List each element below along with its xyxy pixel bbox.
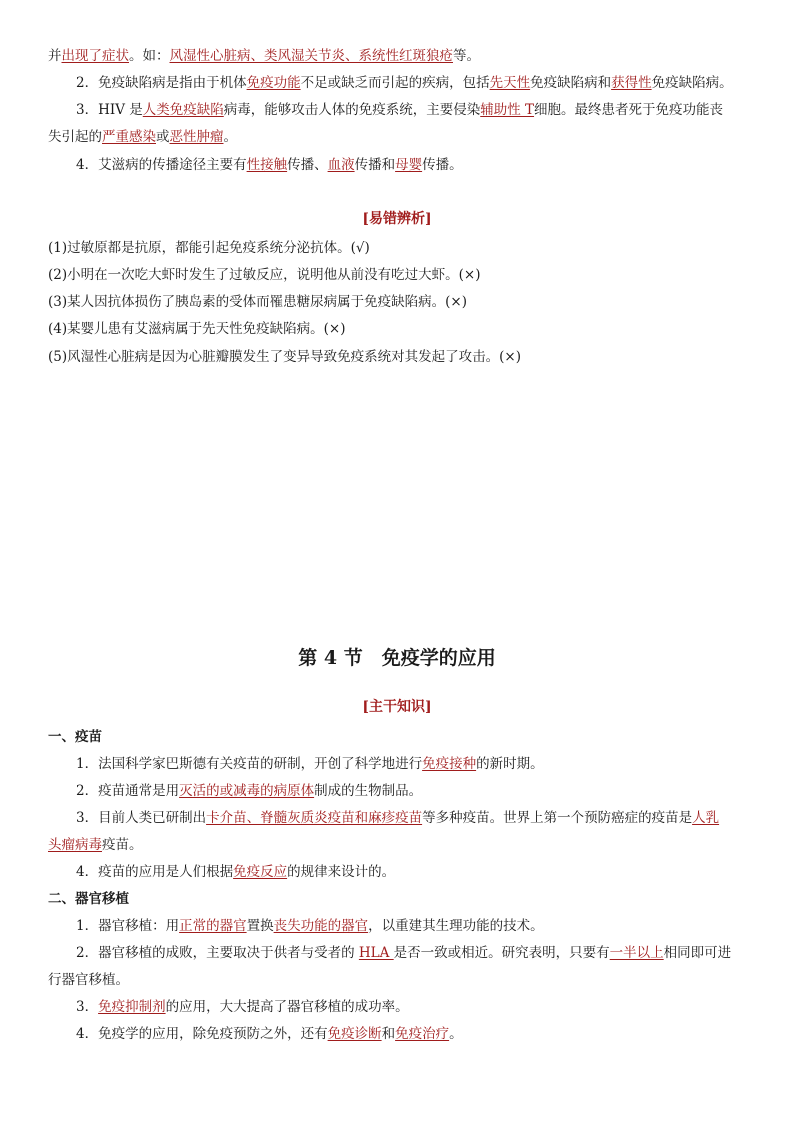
text: 1．法国科学家巴斯德有关疫苗的研制，开创了科学地进行 [76, 756, 423, 772]
answer-text: 免疫接种 [422, 756, 477, 772]
answer-text: 人类免疫缺陷 [142, 102, 224, 118]
text: 2．器官移植的成败，主要取决于供者与受者的 [76, 945, 359, 961]
text: 3．HIV 是 [76, 102, 143, 118]
answer-text: 一半以上 [609, 945, 664, 961]
text: 等多种疫苗。世界上第一个预防癌症的疫苗是 [422, 810, 693, 826]
text: 置换 [246, 918, 274, 934]
text: 的规律来设计的。 [287, 864, 396, 880]
subheading-transplant: 二、器官移植 [48, 891, 129, 907]
text-line [48, 127, 748, 147]
answer-text: 获得性 [611, 75, 652, 91]
text-line [76, 997, 776, 1017]
text: 是否一致或相近。研究表明，只要有 [393, 945, 610, 961]
text-line [76, 862, 776, 882]
text-line: 行器官移植。 [48, 972, 129, 988]
answer-text: 辅助性 T [480, 102, 535, 118]
mistake-item: (1)过敏原都是抗原，都能引起免疫系统分泌抗体。(√) [48, 240, 370, 256]
subheading-vaccine: 一、疫苗 [48, 729, 102, 745]
text: 2．免疫缺陷病是指由于机体 [76, 75, 247, 91]
text: 传播。 [422, 157, 463, 173]
text-line [76, 781, 776, 801]
knowledge-heading: [主干知识] [362, 699, 432, 715]
mistakes-heading: [易错辨析] [362, 211, 432, 227]
text-line [76, 155, 776, 175]
text-line [76, 100, 776, 120]
text: 。如： [129, 48, 170, 64]
text: 和 [381, 1026, 396, 1042]
text-line [76, 943, 776, 963]
answer-text: 免疫抑制剂 [98, 999, 166, 1015]
text: 失引起的 [48, 129, 102, 145]
answer-text: 人乳 [692, 810, 720, 826]
text: 4．疫苗的应用是人们根据 [76, 864, 234, 880]
mistake-item: (5)风湿性心脏病是因为心脏瓣膜发生了变异导致免疫系统对其发起了攻击。(×) [48, 349, 521, 365]
text: 不足或缺乏而引起的疾病，包括 [300, 75, 490, 91]
answer-text: HLA [358, 945, 394, 961]
text: 。 [223, 129, 237, 145]
answer-text: 性接触 [246, 157, 288, 173]
text: 并 [48, 48, 62, 64]
mistake-item: (3)某人因抗体损伤了胰岛素的受体而罹患糖尿病属于免疫缺陷病。(×) [48, 294, 467, 310]
text-line [76, 916, 776, 936]
text-line [48, 835, 748, 855]
text: 传播和 [354, 157, 396, 173]
text-line [48, 46, 748, 66]
answer-text: 正常的器官 [179, 918, 247, 934]
answer-text: 血液 [327, 157, 355, 173]
mistake-item: (4)某婴儿患有艾滋病属于先天性免疫缺陷病。(×) [48, 321, 346, 337]
text: 2．疫苗通常是用 [76, 783, 180, 799]
answer-text: 母婴 [395, 157, 423, 173]
answer-text: 先天性 [489, 75, 531, 91]
answer-text: 免疫诊断 [327, 1026, 382, 1042]
answer-text: 出现了症状 [61, 48, 129, 64]
text-line [76, 73, 776, 93]
text: 3．目前人类已研制出 [76, 810, 207, 826]
answer-text: 免疫反应 [233, 864, 288, 880]
text: 等。 [453, 48, 480, 64]
text: 3． [76, 999, 99, 1015]
text: ，以重建其生理功能的技术。 [368, 918, 544, 934]
text: 传播、 [287, 157, 328, 173]
text: 。 [449, 1026, 463, 1042]
text: 或 [156, 129, 170, 145]
answer-text: 头瘤病毒 [48, 837, 102, 853]
text: 免疫缺陷病。 [651, 75, 733, 91]
answer-text: 严重感染 [102, 129, 156, 145]
answer-text: 风湿性心脏病、类风湿关节炎、系统性红斑狼疮 [169, 48, 453, 64]
text: 相同即可进 [663, 945, 732, 961]
section-title: 第 4 节 免疫学的应用 [298, 647, 496, 669]
text-line [76, 754, 776, 774]
answer-text: 恶性肿瘤 [169, 129, 224, 145]
text: 免疫缺陷病和 [530, 75, 612, 91]
answer-text: 免疫治疗 [395, 1026, 450, 1042]
text: 4．免疫学的应用，除免疫预防之外，还有 [76, 1026, 328, 1042]
text: 的应用，大大提高了器官移植的成功率。 [165, 999, 409, 1015]
text-line [76, 808, 776, 828]
text: 病毒，能够攻击人体的免疫系统，主要侵染 [223, 102, 481, 118]
mistake-item: (2)小明在一次吃大虾时发生了过敏反应，说明他从前没有吃过大虾。(×) [48, 267, 481, 283]
answer-text: 卡介苗、脊髓灰质炎疫苗和麻疹疫苗 [206, 810, 423, 826]
answer-text: 灭活的或减毒的病原体 [179, 783, 315, 799]
text: 制成的生物制品。 [314, 783, 423, 799]
text: 的新时期。 [476, 756, 544, 772]
answer-text: 免疫功能 [246, 75, 301, 91]
text-line [76, 1024, 776, 1044]
text: 4．艾滋病的传播途径主要有 [76, 157, 247, 173]
text: 1．器官移植：用 [76, 918, 180, 934]
text: 疫苗。 [102, 837, 143, 853]
text: 细胞。最终患者死于免疫功能丧 [534, 102, 724, 118]
answer-text: 丧失功能的器官 [273, 918, 369, 934]
